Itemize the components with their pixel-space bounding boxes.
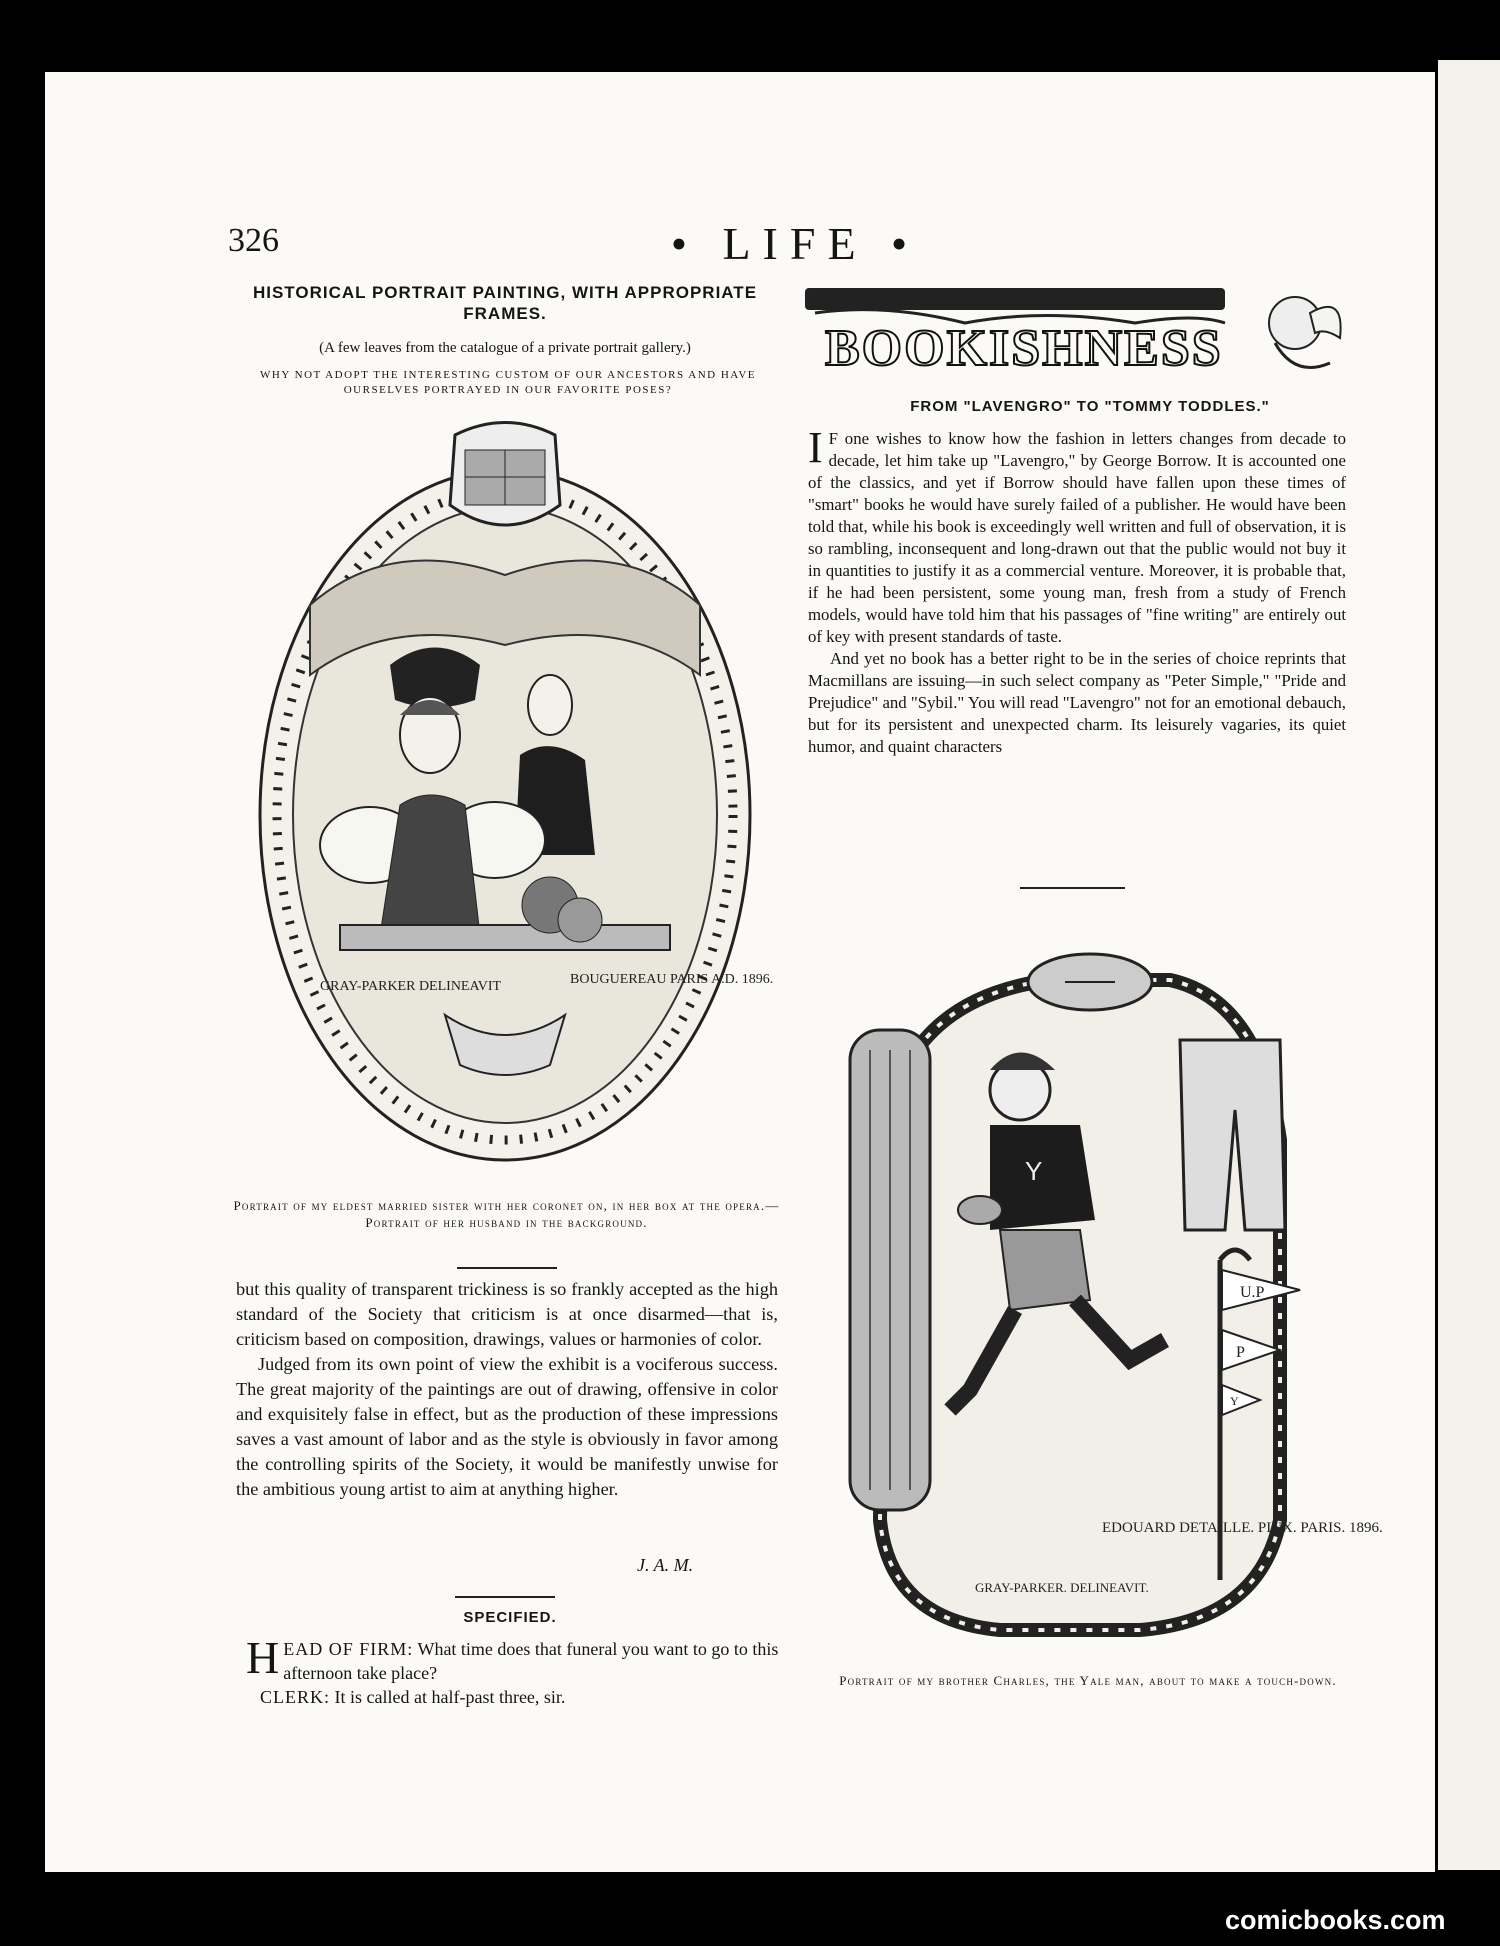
yale-football-illustration [840,940,1383,1660]
dialogue-text-2: It is called at half-past three, sir. [334,1687,566,1707]
divider-rule [457,1267,557,1269]
signature-gray-parker: GRAY-PARKER DELINEAVIT [320,979,502,994]
pennant-p: P [1236,1344,1245,1361]
review-body [808,423,1346,758]
signature-bouguereau: BOUGUEREAU PARIS A.D. 1896. [570,972,774,987]
opera-portrait-illustration [250,415,774,1175]
signature-detaille: EDOUARD DETAILLE. PINX. PARIS. 1896. [1102,1520,1383,1536]
pennant-y: Y [1230,1394,1239,1408]
bookishness-lettering: BOOKISHNESS [825,320,1223,377]
left-article-body [236,1277,778,1502]
article-subtitle: (A few leaves from the catalogue of a private portrait gallery.) [319,340,691,356]
review-paragraph-2: And yet no book has a better right to be in the series of choice reprints that Macmillans are issuing—in such select company as "Peter Simple," "Pride and Prejudice" and "Sybil." You will read "Lavengro" not for an emotional debauch, but for its persistent and unexpected charm. Its leisurely vagaries, its quiet humor, and quaint characters [808,649,1346,756]
specified-title: SPECIFIED. [463,1609,557,1626]
dropcap-i: I [808,423,823,472]
page-number: 326 [228,222,279,259]
masthead-title: • LIFE • [670,218,920,269]
site-watermark: comicbooks.com [1225,1905,1446,1935]
speaker-head-of-firm: EAD OF FIRM: [283,1639,414,1659]
author-signature: J. A. M. [637,1555,694,1575]
left-paragraph-1: but this quality of transparent trickiness is so frankly accepted as the high standard of the Society that criticism is at once disarmed—that is, criticism based on composition, drawings, values or harmonies of color. [236,1279,778,1349]
divider-rule [455,1596,555,1598]
pennant-up: U.P [1240,1284,1265,1301]
review-title: FROM "LAVENGRO" TO "TOMMY TODDLES." [910,398,1270,415]
svg-text:Y: Y [1025,1156,1043,1186]
signature-gray-parker-2: GRAY-PARKER. DELINEAVIT. [975,1580,1149,1595]
dropcap-h: H [246,1632,280,1683]
divider-rule [1020,887,1125,889]
speaker-clerk: CLERK: [260,1687,331,1707]
bookishness-banner [805,283,1350,383]
dialogue-line-2 [246,1685,786,1709]
next-page-edge [1438,60,1500,1870]
article-question: WHY NOT ADOPT THE INTERESTING CUSTOM OF OUR ANCESTORS AND HAVE OURSELVES PORTRAYED IN OUR FAVORITE POSES? [260,369,756,396]
portrait2-caption: Portrait of my brother Charles, the Yale man, about to make a touch-down. [839,1673,1337,1688]
dialogue-line-1 [246,1632,786,1685]
specified-dialogue [246,1632,786,1709]
portrait1-caption: Portrait of my eldest married sister with her coronet on, in her box at the opera.—Portrait of her husband in the background. [233,1198,780,1230]
review-paragraph-1 [808,423,1346,648]
article-title: HISTORICAL PORTRAIT PAINTING, WITH APPROPRIATE FRAMES. [252,283,758,323]
left-paragraph-2: Judged from its own point of view the exhibit is a vociferous success. The great majority of the paintings are out of drawing, offensive in color and exquisitely false in effect, but as the production of these impressions saves a vast amount of labor and as the style is obviously in favor among the controlling spirits of the Society, it would be manifestly unwise for the ambitious young artist to aim at anything higher. [236,1354,778,1499]
dialogue-text-1: What time does that funeral you want to go to this afternoon take place? [283,1639,779,1683]
review-paragraph-1-text: F one wishes to know how the fashion in letters changes from decade to decade, let him take up "Lavengro," by George Borrow. It is accounted one of the classics, and yet if Borrow should have fallen upon these times of "smart" books he would have surely failed of a publisher. He would have been told that, while his book is exceedingly well written and full of observation, it is so rambling, inconsequent and long-drawn out that the public would not buy it in quantities to justify it as a commercial venture. Moreover, it is probable that, if he had been persistent, some young man, fresh from a study of French models, would have told him that his passages of "fine writing" are entirely out of key with present standards of taste. [808,429,1346,646]
